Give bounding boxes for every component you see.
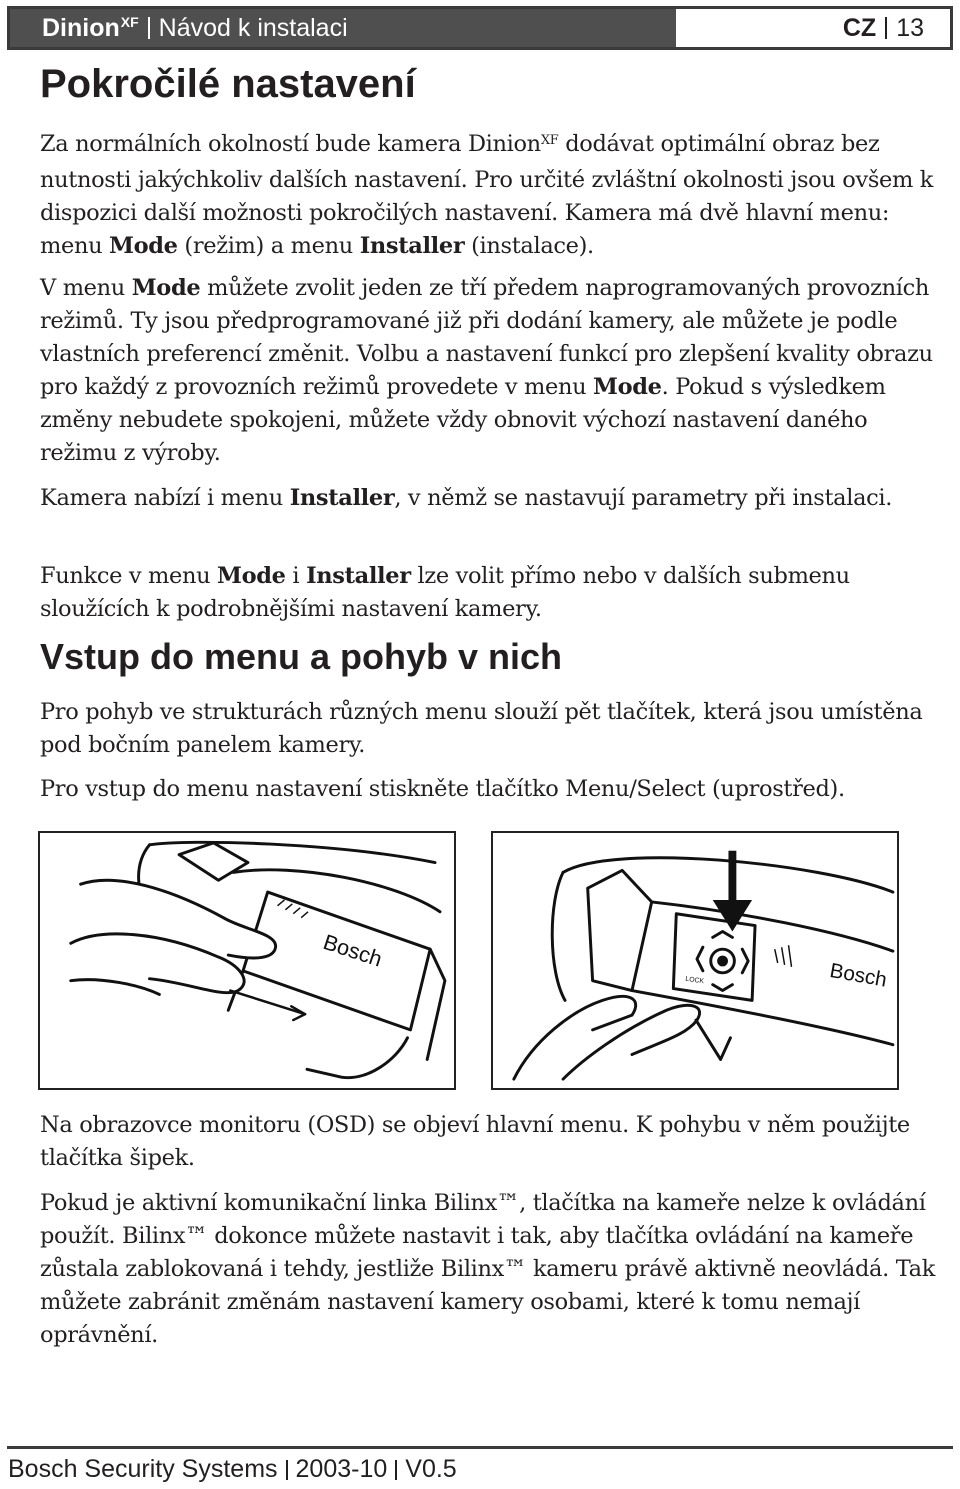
header-separator [148,17,150,39]
paragraph: Funkce v menu Mode i Installer lze volit přímo nebo v dalších submenu sloužících k podrobnějšími nastavení kamery. [40,563,850,622]
footer-version: V0.5 [405,1455,457,1483]
camera-panel-illustration [40,833,454,1088]
paragraph: Za normálních okolností bude kamera Dinion$^{XF}$ dodávat optimální obraz bez nutnosti jakýchkoliv dalších nastavení. Pro určité zvláštní okolnosti jsou ovšem k dispozici další možnosti pokročilých nastavení. Kamera má dvě hlavní menu: menu Mode (režim) a menu Installer (instalace). [40,131,934,259]
header-separator [885,17,887,39]
section-heading-advanced-settings: Pokročilé nastavení [40,62,416,106]
figure-press-menu-select [491,831,899,1090]
brand-label: Bosch [828,959,889,992]
camera-buttons-illustration [493,833,897,1088]
paragraph: V menu Mode můžete zvolit jeden ze tří předem naprogramovaných provozních režimů. Ty jsou předprogramované již při dodání kamery, ale můžete je podle vlastních preferencí změnit. Volbu a nastavení funkcí pro zlepšení kvality obrazu pro každý z provozních režimů provedete v menu Mode. Pokud s výsledkem změny nebudete spokojeni, můžete vždy obnovit výchozí nastavení daného režimu z výroby. [40,275,933,466]
brand-label: Bosch [320,929,386,972]
section-heading-menu-navigation: Vstup do menu a pohyb v nich [40,636,563,677]
page-footer [8,1455,457,1484]
footer-separator [395,1460,397,1480]
page-header [7,6,953,50]
footer-date: 2003-10 [295,1455,388,1483]
paragraph: Kamera nabízí i menu Installer, v němž se nastavují parametry při instalaci. [40,485,893,511]
footer-company: Bosch Security Systems [8,1455,278,1483]
footer-rule [7,1446,953,1449]
header-page-block [676,9,950,47]
paragraph: Pokud je aktivní komunikační linka Bilinx™, tlačítka na kameře nelze k ovládání použít. Bilinx™ dokonce můžete nastavit i tak, aby tlačítka ovládání na kameře zůstala zablokovaná i tehdy, jestliže Bilinx™ kameru právě aktivně neovládá. Tak můžete zabránit změnám nastavení kamery osobami, které k tomu nemají oprávnění. [40,1190,935,1348]
language-code: CZ [842,13,877,42]
paragraph: Na obrazovce monitoru (OSD) se objeví hlavní menu. K pohybu v něm použijte tlačítka šipek. [40,1112,910,1171]
product-superscript: XF [120,14,139,30]
header-title-block [10,9,676,47]
product-name: Dinion [42,13,120,42]
document-title: Návod k instalaci [158,13,348,42]
paragraph: Pro pohyb ve strukturách různých menu slouží pět tlačítek, která jsou umístěna pod bočním panelem kamery. [40,699,923,758]
page-number: 13 [896,13,924,42]
footer-separator [286,1460,288,1480]
paragraph: Pro vstup do menu nastavení stiskněte tlačítko Menu/Select (uprostřed). [40,776,845,802]
figure-open-side-panel [38,831,456,1090]
lock-label: LOCK [684,975,705,986]
